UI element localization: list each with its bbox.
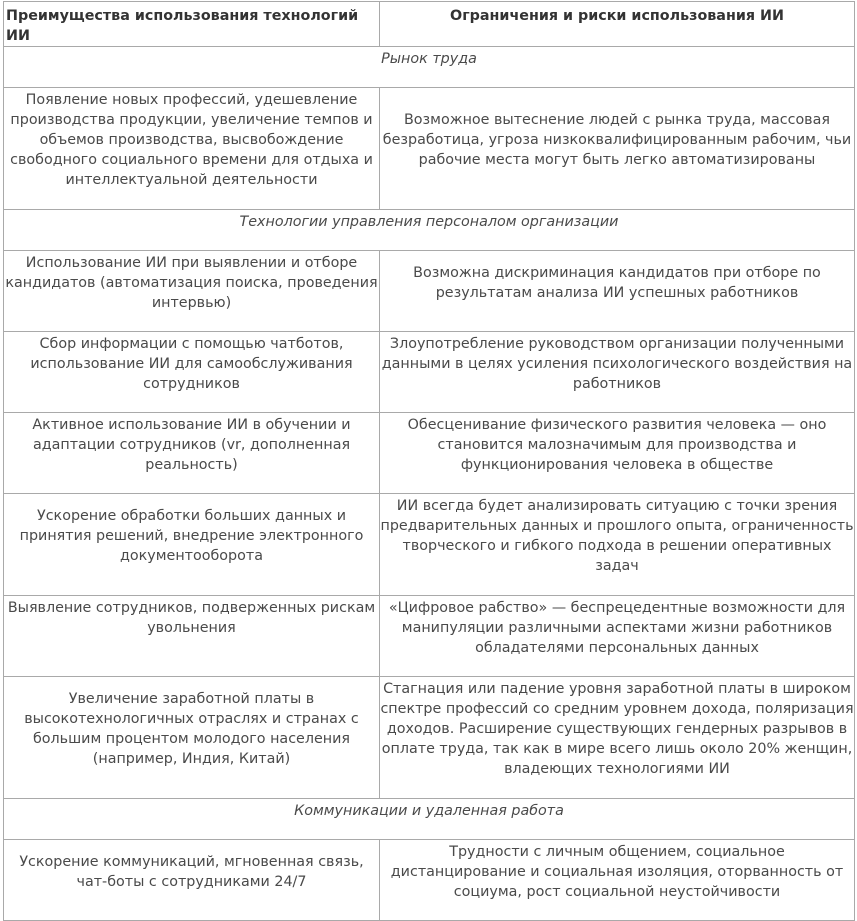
header-risks: Ограничения и риски использования ИИ <box>380 2 855 47</box>
table-row <box>4 677 855 799</box>
risk-cell: Обесценивание физического развития человека — оно становится малозначимым для производства и функционирования человека в обществе <box>380 413 855 494</box>
advantage-cell: Появление новых профессий, удешевление производства продукции, увеличение темпов и объемов производства, высвобождение свободного социального времени для отдыха и интеллектуальной деятельности <box>4 88 380 210</box>
advantage-cell: Выявление сотрудников, подверженных рискам увольнения <box>4 596 380 677</box>
risk-cell: Злоупотребление руководством организации полученными данными в целях усиления психологического воздействия на работников <box>380 332 855 413</box>
comparison-table-container <box>3 1 854 921</box>
section-label: Коммуникации и удаленная работа <box>4 799 855 840</box>
advantage-cell: Ускорение коммуникаций, мгновенная связь, чат-боты с сотрудниками 24/7 <box>4 840 380 921</box>
advantage-cell: Увеличение заработной платы в высокотехнологичных отраслях и странах с большим процентом молодого населения (например, Индия, Китай) <box>4 677 380 799</box>
risk-cell: Трудности с личным общением, социальное дистанцирование и социальная изоляция, оторванность от социума, рост социальной неустойчивости <box>380 840 855 921</box>
advantage-cell: Активное использование ИИ в обучении и адаптации сотрудников (vr, дополненная реальность) <box>4 413 380 494</box>
risk-cell: Стагнация или падение уровня заработной платы в широком спектре профессий со средним уровнем дохода, поляризация доходов. Расширение существующих гендерных разрывов в оплате труда, так как в мире всего лишь около 20% женщин, владеющих технологиями ИИ <box>380 677 855 799</box>
section-row-hr <box>4 210 855 251</box>
section-label: Технологии управления персоналом организации <box>4 210 855 251</box>
table-row <box>4 332 855 413</box>
ai-comparison-table <box>3 1 855 921</box>
advantage-cell: Ускорение обработки больших данных и принятия решений, внедрение электронного документооборота <box>4 494 380 596</box>
table-row <box>4 251 855 332</box>
section-row-communications <box>4 799 855 840</box>
risk-cell: Возможна дискриминация кандидатов при отборе по результатам анализа ИИ успешных работников <box>380 251 855 332</box>
section-label: Рынок труда <box>4 47 855 88</box>
table-row <box>4 413 855 494</box>
table-header-row <box>4 2 855 47</box>
risk-cell: ИИ всегда будет анализировать ситуацию с точки зрения предварительных данных и прошлого опыта, ограниченность творческого и гибкого подхода в решении оперативных задач <box>380 494 855 596</box>
table-row <box>4 494 855 596</box>
risk-cell: «Цифровое рабство» — беспрецедентные возможности для манипуляции различными аспектами жизни работников обладателями персональных данных <box>380 596 855 677</box>
advantage-cell: Сбор информации с помощью чатботов, использование ИИ для самообслуживания сотрудников <box>4 332 380 413</box>
section-row-labor <box>4 47 855 88</box>
table-row <box>4 840 855 921</box>
table-row <box>4 596 855 677</box>
header-advantages: Преимущества использования технологий ИИ <box>4 2 380 47</box>
table-row <box>4 88 855 210</box>
risk-cell: Возможное вытеснение людей с рынка труда, массовая безработица, угроза низкоквалифицированным рабочим, чьи рабочие места могут быть легко автоматизированы <box>380 88 855 210</box>
advantage-cell: Использование ИИ при выявлении и отборе кандидатов (автоматизация поиска, проведения интервью) <box>4 251 380 332</box>
